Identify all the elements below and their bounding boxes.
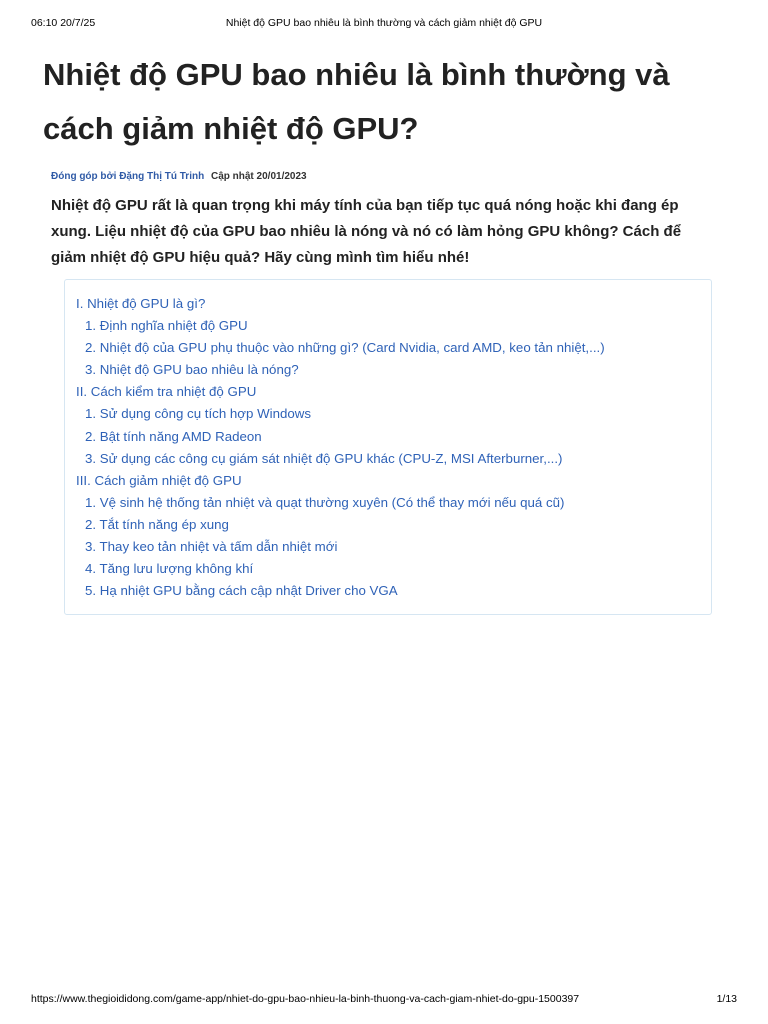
toc-item-3-1[interactable]: 1. Vệ sinh hệ thống tản nhiệt và quạt thường xuyên (Có thể thay mới nếu quá cũ) xyxy=(85,494,565,510)
print-url: https://www.thegioididong.com/game-app/nhiet-do-gpu-bao-nhieu-la-binh-thuong-va-cach-giam-nhiet-do-gpu-1500397 xyxy=(31,993,580,1005)
toc-item-3-5[interactable]: 5. Hạ nhiệt GPU bằng cách cập nhật Driver cho VGA xyxy=(85,583,398,599)
toc-section-2[interactable]: II. Cách kiểm tra nhiệt độ GPU xyxy=(76,384,257,400)
intro-line-2: xung. Liệu nhiệt độ của GPU bao nhiêu là nóng và nó có làm hỏng GPU không? Cách để xyxy=(51,223,682,240)
toc-item-3-2[interactable]: 2. Tắt tính năng ép xung xyxy=(85,516,229,532)
intro-line-3: giảm nhiệt độ GPU hiệu quả? Hãy cùng mình tìm hiểu nhé! xyxy=(51,249,470,266)
toc-item-2-3[interactable]: 3. Sử dụng các công cụ giám sát nhiệt độ GPU khác (CPU-Z, MSI Afterburner,...) xyxy=(85,450,563,466)
toc-section-3[interactable]: III. Cách giảm nhiệt độ GPU xyxy=(76,472,242,488)
toc-item-1-1[interactable]: 1. Định nghĩa nhiệt độ GPU xyxy=(85,318,248,334)
toc-item-3-4[interactable]: 4. Tăng lưu lượng không khí xyxy=(85,561,254,577)
intro-paragraph xyxy=(51,193,721,271)
author-link[interactable]: Đóng góp bởi Đặng Thị Tú Trinh xyxy=(51,171,205,182)
print-page-title: Nhiệt độ GPU bao nhiêu là bình thường và cách giảm nhiệt độ GPU xyxy=(225,17,543,29)
toc-item-2-1[interactable]: 1. Sử dụng công cụ tích hợp Windows xyxy=(85,406,312,422)
article-title-line-1: Nhiệt độ GPU bao nhiêu là bình thường và xyxy=(43,57,670,92)
table-of-contents xyxy=(64,279,712,615)
toc-section-1[interactable]: I. Nhiệt độ GPU là gì? xyxy=(76,296,206,311)
byline xyxy=(51,171,307,182)
intro-line-1: Nhiệt độ GPU rất là quan trọng khi máy tính của bạn tiếp tục quá nóng hoặc khi đang ép xyxy=(51,197,679,214)
page-number: 1/13 xyxy=(716,993,737,1005)
updated-date: Cập nhật 20/01/2023 xyxy=(210,171,307,182)
toc-item-1-3[interactable]: 3. Nhiệt độ GPU bao nhiêu là nóng? xyxy=(85,362,299,378)
toc-item-2-2[interactable]: 2. Bật tính năng AMD Radeon xyxy=(85,428,262,444)
toc-item-1-2[interactable]: 2. Nhiệt độ của GPU phụ thuộc vào những gì? (Card Nvidia, card AMD, keo tản nhiệt,...) xyxy=(85,340,605,356)
print-datetime: 06:10 20/7/25 xyxy=(31,17,96,29)
toc-item-3-3[interactable]: 3. Thay keo tản nhiệt và tấm dẫn nhiệt mới xyxy=(85,539,338,555)
article-title-line-2: cách giảm nhiệt độ GPU? xyxy=(43,111,419,146)
article-title xyxy=(43,48,733,156)
